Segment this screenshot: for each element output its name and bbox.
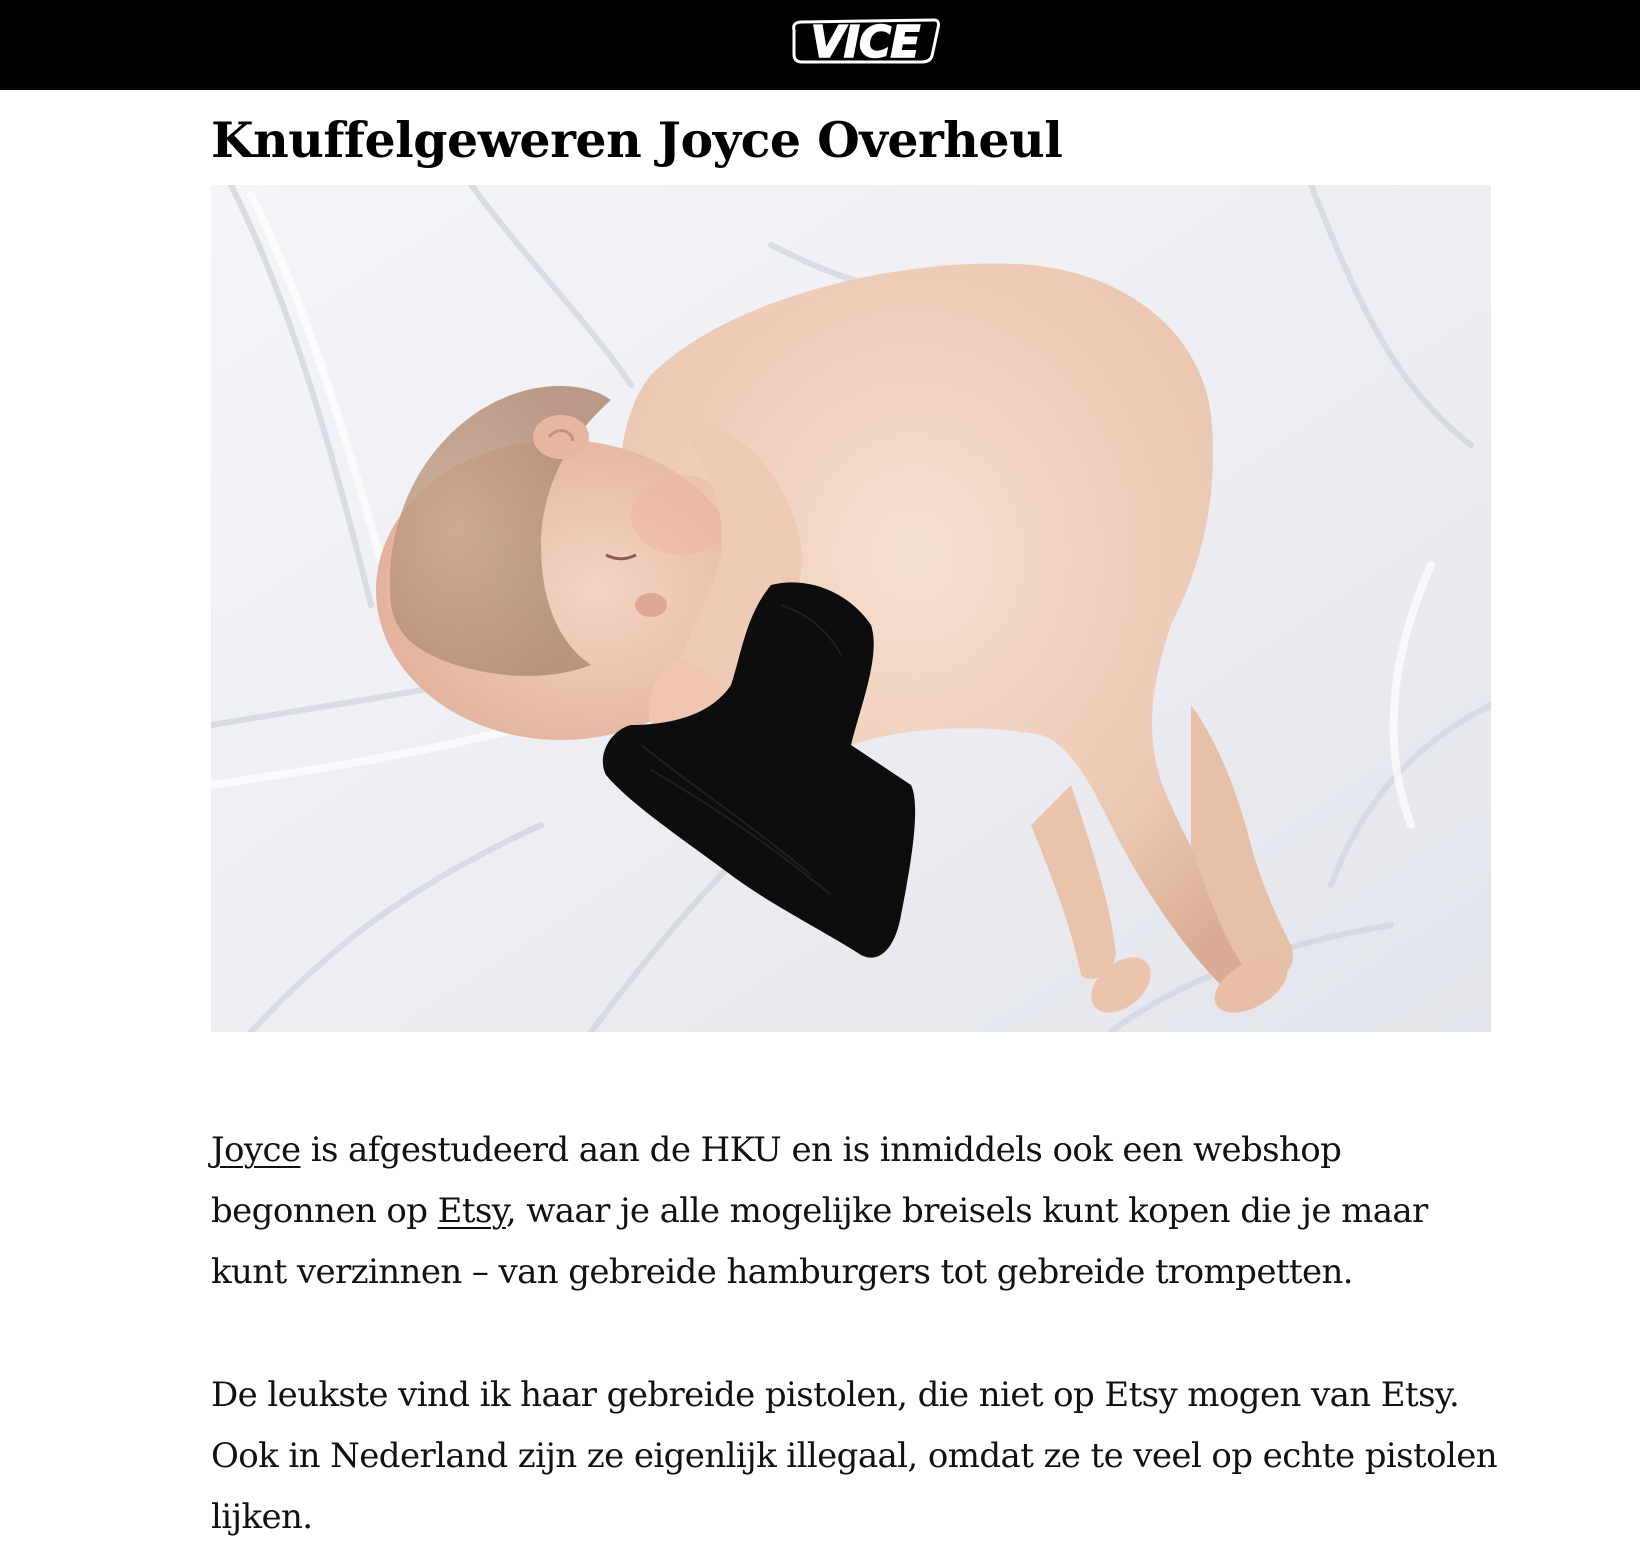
vice-logo[interactable] xyxy=(788,16,942,66)
logo-text: VICE xyxy=(810,17,920,66)
paragraph-1-text-b: , waar je alle mogelijke breisels kunt kopen die je maar kunt verzinnen – van gebreide hamburgers tot gebreide trompetten. xyxy=(211,1191,1428,1292)
article-paragraph-2: De leukste vind ik haar gebreide pistolen, die niet op Etsy mogen van Etsy. Ook in Nederland zijn ze eigenlijk illegaal, omdat ze te veel op echte pistolen lijken. xyxy=(211,1375,1498,1537)
joyce-link[interactable]: Joyce xyxy=(211,1130,301,1170)
vice-logo-icon xyxy=(788,16,942,66)
article-paragraph-1 xyxy=(211,1120,1511,1303)
article-hero-image[interactable] xyxy=(211,185,1491,1032)
site-header xyxy=(0,0,1640,90)
photo-icon xyxy=(211,185,1491,1032)
etsy-link[interactable]: Etsy xyxy=(437,1191,506,1231)
paragraph-1-text-a: is afgestudeerd aan de HKU en is inmiddels ook een webshop begonnen op xyxy=(211,1130,1342,1231)
article-title: Knuffelgeweren Joyce Overheul xyxy=(211,111,1063,169)
